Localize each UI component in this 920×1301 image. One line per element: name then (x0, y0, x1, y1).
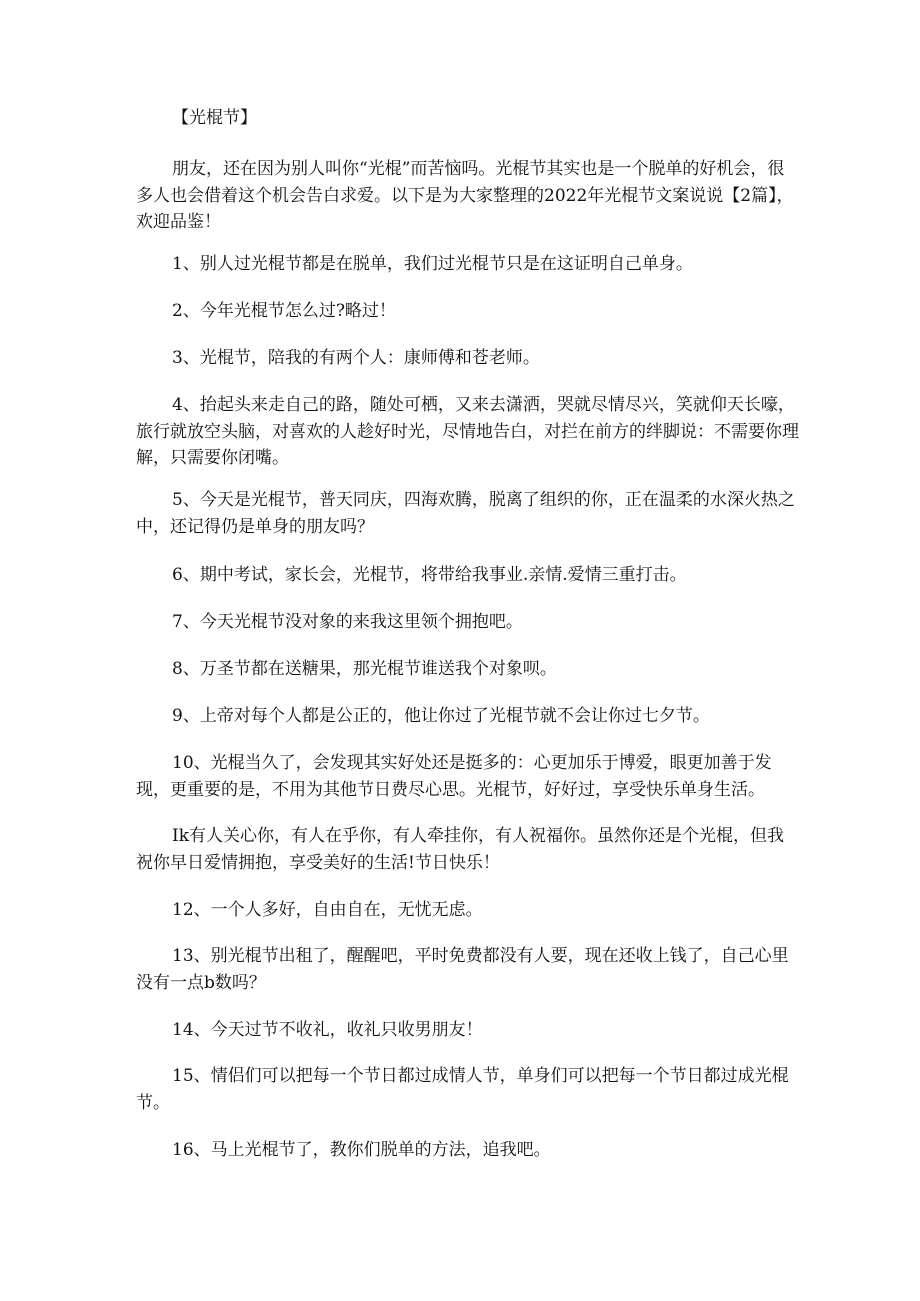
list-item: 9、上帝对每个人都是公正的，他让你过了光棍节就不会让你过七夕节。 (172, 706, 710, 726)
list-item: 15、情侣们可以把每一个节日都过成情人节，单身们可以把每一个节日都过成光棍节。 (136, 1066, 789, 1113)
list-item: 1、别人过光棍节都是在脱单，我们过光棍节只是在这证明自己单身。 (172, 254, 693, 274)
list-item: 10、光棍当久了，会发现其实好处还是挺多的：心更加乐于博爱，眼更加善于发现，更重要的是，不用为其他节日费尽心思。光棍节，好好过，享受快乐单身生活。 (136, 753, 772, 800)
list-item: 3、光棍节，陪我的有两个人：康师傅和苍老师。 (172, 348, 540, 368)
list-item: 4、抬起头来走自己的路，随处可栖，又来去潇洒，哭就尽情尽兴，笑就仰天长嚎，旅行就放空头脑，对喜欢的人趁好时光，尽情地告白，对拦在前方的绊脚说：不需要你理解，只需要你闭嘴。 (136, 395, 799, 468)
intro-paragraph: 朋友，还在因为别人叫你“光棍”而苦恼吗。光棍节其实也是一个脱单的好机会，很多人也会借着这个机会告白求爱。以下是为大家整理的2022年光棍节文案说说【2篇】，欢迎品鉴！ (136, 159, 794, 232)
list-item: 2、今年光棍节怎么过?略过！ (172, 301, 396, 321)
list-item: 12、一个人多好，自由自在，无忧无虑。 (172, 900, 483, 920)
list-item: Ik有人关心你，有人在乎你，有人牵挂你，有人祝福你。虽然你还是个光棍，但我祝你早日爱情拥抱，享受美好的生活!节日快乐！ (136, 826, 785, 873)
list-item: 6、期中考试，家长会，光棍节，将带给我事业.亲情.爱情三重打击。 (172, 565, 687, 585)
list-item: 14、今天过节不收礼，收礼只收男朋友！ (172, 1020, 483, 1040)
document-title: 【光棍节】 (172, 108, 257, 128)
list-item: 8、万圣节都在送糖果，那光棍节谁送我个对象呗。 (172, 659, 557, 679)
list-item: 13、别光棍节出租了，醒醒吧，平时免费都没有人要，现在还收上钱了，自己心里没有一点b数吗？ (136, 946, 789, 993)
list-item: 7、今天光棍节没对象的来我这里领个拥抱吧。 (172, 612, 523, 632)
list-item: 16、马上光棍节了，教你们脱单的方法，追我吧。 (172, 1140, 551, 1160)
list-item: 5、今天是光棍节，普天同庆，四海欢腾，脱离了组织的你，正在温柔的水深火热之中，还记得仍是单身的朋友吗？ (136, 490, 795, 537)
